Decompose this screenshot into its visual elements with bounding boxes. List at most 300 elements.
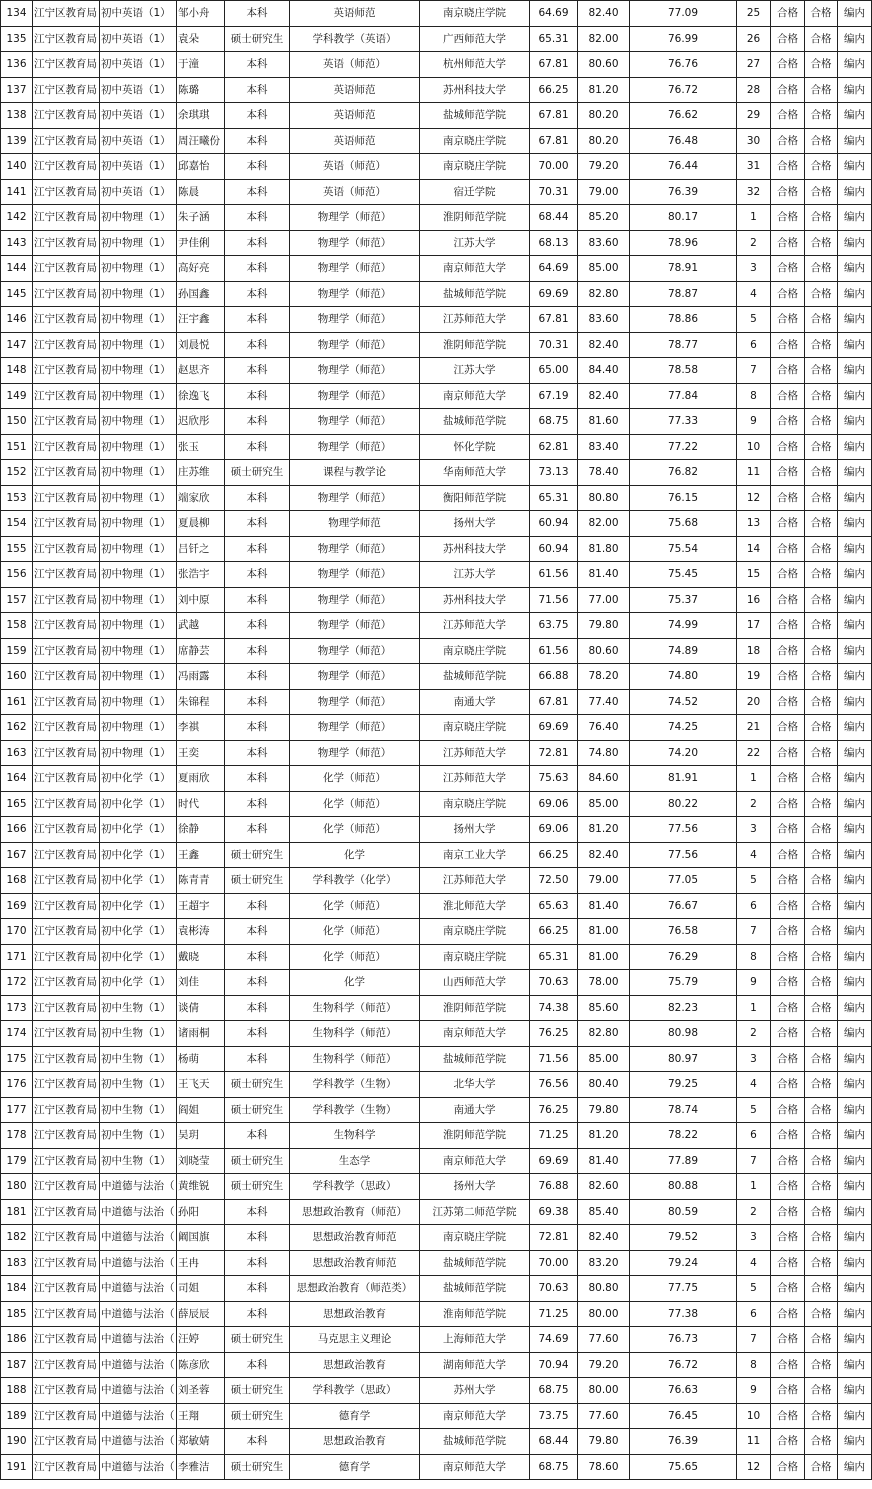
total-score-cell: 78.87	[630, 281, 737, 307]
rank-cell: 5	[737, 868, 771, 894]
physical-exam-cell: 合格	[771, 332, 805, 358]
degree-cell: 本科	[225, 179, 290, 205]
position-cell: 初中物理（1）	[100, 307, 177, 333]
school-cell: 江苏师范大学	[420, 740, 530, 766]
interview-score-cell: 81.40	[578, 1148, 630, 1174]
rank-cell: 18	[737, 638, 771, 664]
interview-score-cell: 85.00	[578, 791, 630, 817]
school-cell: 上海师范大学	[420, 1327, 530, 1353]
degree-cell: 本科	[225, 383, 290, 409]
physical-exam-cell: 合格	[771, 1046, 805, 1072]
school-cell: 南京晓庄学院	[420, 154, 530, 180]
major-cell: 学科教学（生物）	[290, 1097, 420, 1123]
degree-cell: 本科	[225, 1199, 290, 1225]
degree-cell: 本科	[225, 103, 290, 129]
interview-score-cell: 82.40	[578, 383, 630, 409]
written-score-cell: 68.13	[530, 230, 578, 256]
rank-cell: 2	[737, 230, 771, 256]
interview-score-cell: 80.00	[578, 1378, 630, 1404]
written-score-cell: 69.06	[530, 791, 578, 817]
staffing-cell: 编内	[838, 1174, 872, 1200]
inspection-cell: 合格	[805, 1225, 838, 1251]
name-cell: 朱子涵	[177, 205, 225, 231]
table-row	[1, 358, 872, 384]
name-cell: 陈彦欣	[177, 1352, 225, 1378]
major-cell: 物理学（师范）	[290, 256, 420, 282]
position-cell: 中道德与法治（	[100, 1225, 177, 1251]
interview-score-cell: 84.60	[578, 766, 630, 792]
staffing-cell: 编内	[838, 740, 872, 766]
physical-exam-cell: 合格	[771, 485, 805, 511]
physical-exam-cell: 合格	[771, 919, 805, 945]
major-cell: 物理学（师范）	[290, 409, 420, 435]
interview-score-cell: 79.80	[578, 613, 630, 639]
position-cell: 初中物理（1）	[100, 638, 177, 664]
table-row	[1, 460, 872, 486]
table-row	[1, 26, 872, 52]
written-score-cell: 65.00	[530, 358, 578, 384]
interview-score-cell: 82.40	[578, 842, 630, 868]
degree-cell: 本科	[225, 1250, 290, 1276]
inspection-cell: 合格	[805, 1174, 838, 1200]
position-cell: 初中生物（1）	[100, 995, 177, 1021]
total-score-cell: 74.20	[630, 740, 737, 766]
seq-cell: 136	[1, 52, 33, 78]
degree-cell: 本科	[225, 358, 290, 384]
major-cell: 思想政治教育	[290, 1429, 420, 1455]
physical-exam-cell: 合格	[771, 689, 805, 715]
degree-cell: 本科	[225, 740, 290, 766]
written-score-cell: 64.69	[530, 256, 578, 282]
inspection-cell: 合格	[805, 842, 838, 868]
staffing-cell: 编内	[838, 1046, 872, 1072]
name-cell: 周汪曦份	[177, 128, 225, 154]
degree-cell: 本科	[225, 715, 290, 741]
name-cell: 庄苏维	[177, 460, 225, 486]
name-cell: 阚国旗	[177, 1225, 225, 1251]
seq-cell: 185	[1, 1301, 33, 1327]
unit-cell: 江宁区教育局	[33, 1276, 100, 1302]
written-score-cell: 70.63	[530, 1276, 578, 1302]
position-cell: 初中英语（1）	[100, 1, 177, 27]
written-score-cell: 68.44	[530, 1429, 578, 1455]
name-cell: 徐静	[177, 817, 225, 843]
inspection-cell: 合格	[805, 587, 838, 613]
position-cell: 初中英语（1）	[100, 103, 177, 129]
inspection-cell: 合格	[805, 128, 838, 154]
rank-cell: 7	[737, 1148, 771, 1174]
seq-cell: 166	[1, 817, 33, 843]
staffing-cell: 编内	[838, 893, 872, 919]
inspection-cell: 合格	[805, 154, 838, 180]
table-row	[1, 536, 872, 562]
total-score-cell: 76.82	[630, 460, 737, 486]
major-cell: 思想政治教育（师范类）	[290, 1276, 420, 1302]
rank-cell: 15	[737, 562, 771, 588]
position-cell: 初中生物（1）	[100, 1148, 177, 1174]
written-score-cell: 70.31	[530, 179, 578, 205]
total-score-cell: 76.62	[630, 103, 737, 129]
name-cell: 冯雨露	[177, 664, 225, 690]
position-cell: 初中物理（1）	[100, 383, 177, 409]
rank-cell: 5	[737, 1097, 771, 1123]
inspection-cell: 合格	[805, 52, 838, 78]
school-cell: 江苏师范大学	[420, 868, 530, 894]
inspection-cell: 合格	[805, 256, 838, 282]
inspection-cell: 合格	[805, 307, 838, 333]
rank-cell: 6	[737, 1123, 771, 1149]
staffing-cell: 编内	[838, 970, 872, 996]
position-cell: 中道德与法治（	[100, 1352, 177, 1378]
major-cell: 课程与教学论	[290, 460, 420, 486]
degree-cell: 本科	[225, 587, 290, 613]
written-score-cell: 70.00	[530, 1250, 578, 1276]
unit-cell: 江宁区教育局	[33, 1429, 100, 1455]
rank-cell: 1	[737, 766, 771, 792]
total-score-cell: 80.17	[630, 205, 737, 231]
seq-cell: 149	[1, 383, 33, 409]
seq-cell: 165	[1, 791, 33, 817]
table-row	[1, 970, 872, 996]
seq-cell: 162	[1, 715, 33, 741]
school-cell: 盐城师范学院	[420, 1250, 530, 1276]
name-cell: 汪宇鑫	[177, 307, 225, 333]
rank-cell: 8	[737, 1352, 771, 1378]
written-score-cell: 76.25	[530, 1097, 578, 1123]
unit-cell: 江宁区教育局	[33, 307, 100, 333]
staffing-cell: 编内	[838, 230, 872, 256]
position-cell: 初中英语（1）	[100, 52, 177, 78]
written-score-cell: 72.81	[530, 740, 578, 766]
interview-score-cell: 78.60	[578, 1454, 630, 1480]
unit-cell: 江宁区教育局	[33, 587, 100, 613]
total-score-cell: 76.39	[630, 179, 737, 205]
unit-cell: 江宁区教育局	[33, 1174, 100, 1200]
school-cell: 北华大学	[420, 1072, 530, 1098]
physical-exam-cell: 合格	[771, 1225, 805, 1251]
inspection-cell: 合格	[805, 230, 838, 256]
degree-cell: 本科	[225, 1429, 290, 1455]
name-cell: 刘晓莹	[177, 1148, 225, 1174]
staffing-cell: 编内	[838, 1454, 872, 1480]
rank-cell: 25	[737, 1, 771, 27]
unit-cell: 江宁区教育局	[33, 766, 100, 792]
written-score-cell: 70.00	[530, 154, 578, 180]
table-row	[1, 1250, 872, 1276]
school-cell: 江苏第二师范学院	[420, 1199, 530, 1225]
position-cell: 初中生物（1）	[100, 1097, 177, 1123]
interview-score-cell: 80.20	[578, 103, 630, 129]
major-cell: 思想政治教育	[290, 1301, 420, 1327]
table-row	[1, 562, 872, 588]
name-cell: 王飞天	[177, 1072, 225, 1098]
total-score-cell: 76.72	[630, 77, 737, 103]
seq-cell: 177	[1, 1097, 33, 1123]
school-cell: 扬州大学	[420, 1174, 530, 1200]
staffing-cell: 编内	[838, 791, 872, 817]
name-cell: 李祺	[177, 715, 225, 741]
seq-cell: 157	[1, 587, 33, 613]
position-cell: 初中化学（1）	[100, 842, 177, 868]
school-cell: 淮阴师范学院	[420, 1123, 530, 1149]
seq-cell: 156	[1, 562, 33, 588]
name-cell: 徐逸飞	[177, 383, 225, 409]
table-row	[1, 154, 872, 180]
major-cell: 化学（师范）	[290, 817, 420, 843]
interview-score-cell: 83.40	[578, 434, 630, 460]
inspection-cell: 合格	[805, 1046, 838, 1072]
inspection-cell: 合格	[805, 179, 838, 205]
major-cell: 物理学（师范）	[290, 383, 420, 409]
position-cell: 初中物理（1）	[100, 613, 177, 639]
staffing-cell: 编内	[838, 205, 872, 231]
position-cell: 初中物理（1）	[100, 536, 177, 562]
total-score-cell: 76.45	[630, 1403, 737, 1429]
table-row	[1, 766, 872, 792]
physical-exam-cell: 合格	[771, 791, 805, 817]
unit-cell: 江宁区教育局	[33, 1225, 100, 1251]
major-cell: 生物科学（师范）	[290, 1021, 420, 1047]
degree-cell: 硕士研究生	[225, 1072, 290, 1098]
inspection-cell: 合格	[805, 1021, 838, 1047]
school-cell: 苏州大学	[420, 1378, 530, 1404]
physical-exam-cell: 合格	[771, 1, 805, 27]
physical-exam-cell: 合格	[771, 77, 805, 103]
name-cell: 吕钎之	[177, 536, 225, 562]
major-cell: 物理学（师范）	[290, 205, 420, 231]
total-score-cell: 74.52	[630, 689, 737, 715]
school-cell: 盐城师范学院	[420, 409, 530, 435]
physical-exam-cell: 合格	[771, 664, 805, 690]
position-cell: 初中英语（1）	[100, 128, 177, 154]
rank-cell: 3	[737, 256, 771, 282]
physical-exam-cell: 合格	[771, 842, 805, 868]
name-cell: 吴玥	[177, 1123, 225, 1149]
inspection-cell: 合格	[805, 868, 838, 894]
written-score-cell: 66.25	[530, 77, 578, 103]
name-cell: 夏晨柳	[177, 511, 225, 537]
degree-cell: 硕士研究生	[225, 1148, 290, 1174]
physical-exam-cell: 合格	[771, 434, 805, 460]
total-score-cell: 80.98	[630, 1021, 737, 1047]
table-row	[1, 383, 872, 409]
position-cell: 初中物理（1）	[100, 332, 177, 358]
total-score-cell: 76.73	[630, 1327, 737, 1353]
total-score-cell: 74.25	[630, 715, 737, 741]
staffing-cell: 编内	[838, 868, 872, 894]
staffing-cell: 编内	[838, 1, 872, 27]
rank-cell: 19	[737, 664, 771, 690]
inspection-cell: 合格	[805, 1403, 838, 1429]
major-cell: 英语师范	[290, 128, 420, 154]
interview-score-cell: 85.20	[578, 205, 630, 231]
name-cell: 陈青青	[177, 868, 225, 894]
major-cell: 物理学（师范）	[290, 485, 420, 511]
school-cell: 江苏大学	[420, 562, 530, 588]
unit-cell: 江宁区教育局	[33, 103, 100, 129]
school-cell: 盐城师范学院	[420, 664, 530, 690]
total-score-cell: 76.48	[630, 128, 737, 154]
unit-cell: 江宁区教育局	[33, 689, 100, 715]
degree-cell: 本科	[225, 230, 290, 256]
inspection-cell: 合格	[805, 1378, 838, 1404]
degree-cell: 硕士研究生	[225, 460, 290, 486]
inspection-cell: 合格	[805, 77, 838, 103]
rank-cell: 9	[737, 409, 771, 435]
unit-cell: 江宁区教育局	[33, 52, 100, 78]
seq-cell: 182	[1, 1225, 33, 1251]
unit-cell: 江宁区教育局	[33, 1123, 100, 1149]
staffing-cell: 编内	[838, 256, 872, 282]
interview-score-cell: 82.60	[578, 1174, 630, 1200]
interview-score-cell: 79.80	[578, 1097, 630, 1123]
written-score-cell: 68.75	[530, 1454, 578, 1480]
inspection-cell: 合格	[805, 613, 838, 639]
degree-cell: 本科	[225, 791, 290, 817]
rank-cell: 2	[737, 1199, 771, 1225]
physical-exam-cell: 合格	[771, 1199, 805, 1225]
total-score-cell: 74.80	[630, 664, 737, 690]
written-score-cell: 67.81	[530, 128, 578, 154]
staffing-cell: 编内	[838, 485, 872, 511]
rank-cell: 21	[737, 715, 771, 741]
school-cell: 衡阳师范学院	[420, 485, 530, 511]
written-score-cell: 71.25	[530, 1301, 578, 1327]
position-cell: 初中物理（1）	[100, 485, 177, 511]
staffing-cell: 编内	[838, 1250, 872, 1276]
position-cell: 初中物理（1）	[100, 281, 177, 307]
physical-exam-cell: 合格	[771, 1301, 805, 1327]
total-score-cell: 75.45	[630, 562, 737, 588]
interview-score-cell: 74.80	[578, 740, 630, 766]
total-score-cell: 77.89	[630, 1148, 737, 1174]
written-score-cell: 67.81	[530, 307, 578, 333]
physical-exam-cell: 合格	[771, 893, 805, 919]
physical-exam-cell: 合格	[771, 1327, 805, 1353]
total-score-cell: 75.54	[630, 536, 737, 562]
total-score-cell: 77.09	[630, 1, 737, 27]
total-score-cell: 82.23	[630, 995, 737, 1021]
position-cell: 中道德与法治（	[100, 1327, 177, 1353]
interview-score-cell: 81.00	[578, 919, 630, 945]
unit-cell: 江宁区教育局	[33, 1250, 100, 1276]
physical-exam-cell: 合格	[771, 307, 805, 333]
table-row	[1, 613, 872, 639]
written-score-cell: 66.88	[530, 664, 578, 690]
total-score-cell: 80.97	[630, 1046, 737, 1072]
interview-score-cell: 85.60	[578, 995, 630, 1021]
rank-cell: 4	[737, 1250, 771, 1276]
total-score-cell: 75.65	[630, 1454, 737, 1480]
position-cell: 中道德与法治（	[100, 1250, 177, 1276]
written-score-cell: 67.81	[530, 103, 578, 129]
rank-cell: 2	[737, 1021, 771, 1047]
position-cell: 初中物理（1）	[100, 409, 177, 435]
interview-score-cell: 80.60	[578, 52, 630, 78]
physical-exam-cell: 合格	[771, 1352, 805, 1378]
seq-cell: 170	[1, 919, 33, 945]
physical-exam-cell: 合格	[771, 587, 805, 613]
inspection-cell: 合格	[805, 26, 838, 52]
seq-cell: 158	[1, 613, 33, 639]
school-cell: 淮阴师范学院	[420, 995, 530, 1021]
rank-cell: 29	[737, 103, 771, 129]
degree-cell: 本科	[225, 970, 290, 996]
interview-score-cell: 79.20	[578, 1352, 630, 1378]
written-score-cell: 63.75	[530, 613, 578, 639]
degree-cell: 本科	[225, 919, 290, 945]
rank-cell: 5	[737, 307, 771, 333]
school-cell: 盐城师范学院	[420, 103, 530, 129]
interview-score-cell: 76.40	[578, 715, 630, 741]
interview-score-cell: 80.20	[578, 128, 630, 154]
table-row	[1, 791, 872, 817]
written-score-cell: 75.63	[530, 766, 578, 792]
name-cell: 王翔	[177, 1403, 225, 1429]
inspection-cell: 合格	[805, 1454, 838, 1480]
name-cell: 谈倩	[177, 995, 225, 1021]
table-row	[1, 817, 872, 843]
unit-cell: 江宁区教育局	[33, 1454, 100, 1480]
written-score-cell: 70.94	[530, 1352, 578, 1378]
written-score-cell: 68.75	[530, 1378, 578, 1404]
rank-cell: 9	[737, 970, 771, 996]
seq-cell: 147	[1, 332, 33, 358]
seq-cell: 173	[1, 995, 33, 1021]
major-cell: 物理学（师范）	[290, 664, 420, 690]
major-cell: 物理学（师范）	[290, 689, 420, 715]
staffing-cell: 编内	[838, 638, 872, 664]
position-cell: 初中物理（1）	[100, 511, 177, 537]
degree-cell: 硕士研究生	[225, 1454, 290, 1480]
interview-score-cell: 85.00	[578, 256, 630, 282]
interview-score-cell: 85.40	[578, 1199, 630, 1225]
degree-cell: 本科	[225, 1276, 290, 1302]
total-score-cell: 75.79	[630, 970, 737, 996]
major-cell: 化学（师范）	[290, 944, 420, 970]
name-cell: 诸雨桐	[177, 1021, 225, 1047]
major-cell: 生物科学	[290, 1123, 420, 1149]
physical-exam-cell: 合格	[771, 944, 805, 970]
degree-cell: 本科	[225, 205, 290, 231]
inspection-cell: 合格	[805, 1429, 838, 1455]
rank-cell: 28	[737, 77, 771, 103]
staffing-cell: 编内	[838, 1021, 872, 1047]
written-score-cell: 61.56	[530, 562, 578, 588]
degree-cell: 硕士研究生	[225, 1097, 290, 1123]
degree-cell: 本科	[225, 638, 290, 664]
school-cell: 扬州大学	[420, 817, 530, 843]
total-score-cell: 76.67	[630, 893, 737, 919]
written-score-cell: 67.81	[530, 52, 578, 78]
table-row	[1, 689, 872, 715]
rank-cell: 13	[737, 511, 771, 537]
position-cell: 中道德与法治（	[100, 1301, 177, 1327]
major-cell: 物理学（师范）	[290, 613, 420, 639]
major-cell: 物理学师范	[290, 511, 420, 537]
major-cell: 化学	[290, 842, 420, 868]
physical-exam-cell: 合格	[771, 1021, 805, 1047]
seq-cell: 150	[1, 409, 33, 435]
position-cell: 初中物理（1）	[100, 230, 177, 256]
table-row	[1, 256, 872, 282]
inspection-cell: 合格	[805, 791, 838, 817]
table-row	[1, 1072, 872, 1098]
staffing-cell: 编内	[838, 103, 872, 129]
inspection-cell: 合格	[805, 205, 838, 231]
school-cell: 江苏大学	[420, 230, 530, 256]
name-cell: 陈晨	[177, 179, 225, 205]
